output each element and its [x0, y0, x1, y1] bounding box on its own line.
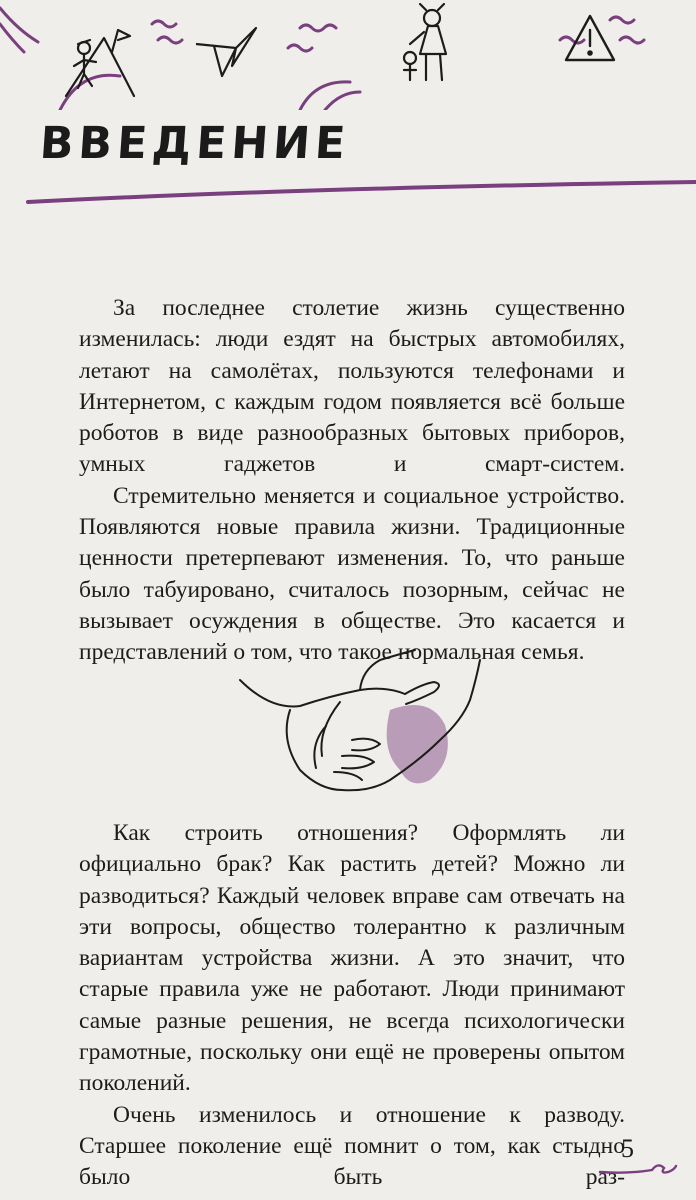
mother-and-child-icon — [404, 4, 446, 80]
intro-text-block — [79, 293, 625, 669]
paper-bird-icon — [196, 28, 256, 76]
chapter-title: ВВЕДЕНИЕ — [38, 118, 352, 169]
main-text-block — [79, 818, 625, 1194]
paragraph-4: Очень изменилось и отношение к разводу. Старшее поколение ещё помнит о том, как стыдно было быть раз- — [79, 1101, 625, 1191]
page-number-swash — [598, 1158, 678, 1178]
warning-triangle-icon — [566, 16, 614, 60]
paragraph-1: За последнее столетие жизнь существенно изменилась: люди ездят на быстрых автомобилях, летают на самолётах, пользуются телефонами и Интернетом, с каждым годом появляется всё больше роботов в виде разнообразных бытовых приборов, умных гаджетов и смарт-систем. — [79, 295, 625, 478]
paragraph-2: Стремительно меняется и социальное устройство. Появляются новые правила жизни. Традиционные ценности претерпевают изменения. То, что раньше было табуировано, считалось позорным, сейчас не вызывает осуждения в обществе. Это касается и представлений о том, что такое нормальная семья. — [79, 482, 625, 666]
paragraph-3: Как строить отношения? Оформлять ли официально брак? Как растить детей? Можно ли разводиться? Каждый человек вправе сам отвечать на эти вопросы, общество толерантно к различным вариантам устройства жизни. А это значит, что старые правила уже не работают. Люди принимают самые разные решения, не всегда психологически грамотные, поскольку они ещё не проверены опытом поколений. — [79, 820, 625, 1097]
page-number: 5 — [621, 1134, 634, 1163]
title-underline — [0, 178, 696, 208]
header-doodles — [0, 0, 696, 110]
handshake-illustration — [230, 640, 490, 810]
